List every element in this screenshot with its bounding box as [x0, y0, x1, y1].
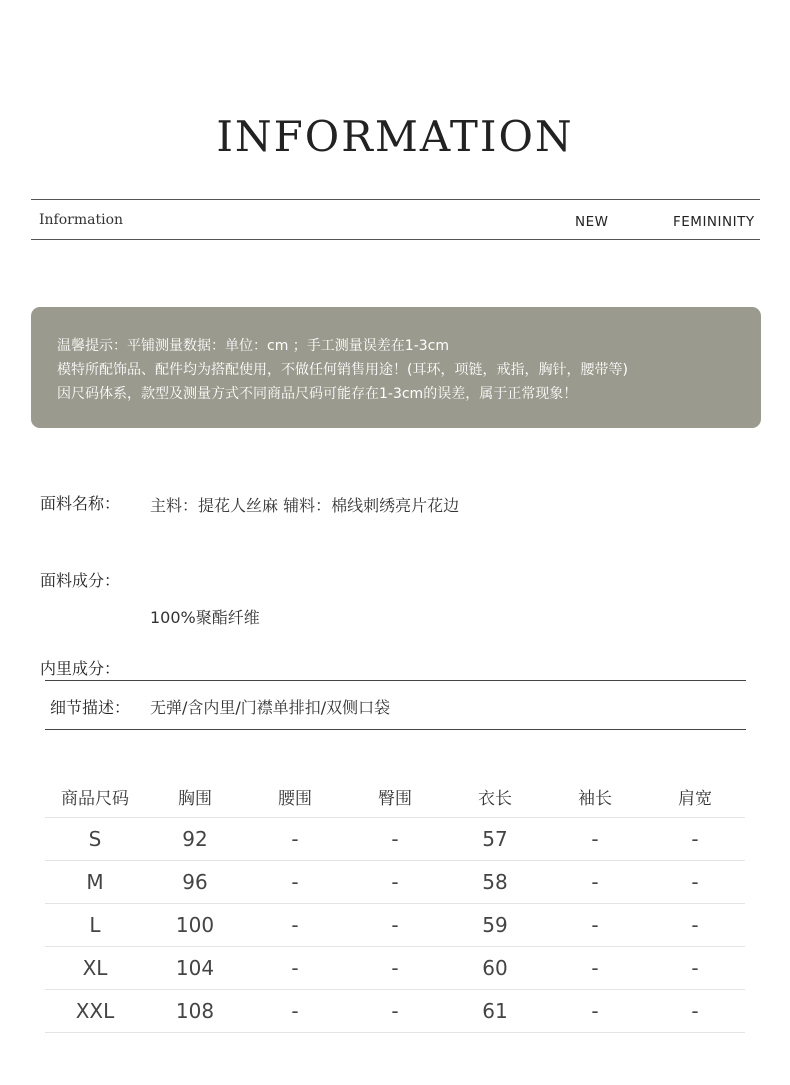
- table-cell: -: [645, 861, 745, 904]
- table-cell: -: [545, 818, 645, 861]
- table-cell: XL: [45, 947, 145, 990]
- table-row: [45, 947, 745, 990]
- detail-label: 细节描述：: [50, 698, 131, 717]
- detail-top-rule: [45, 680, 746, 681]
- table-cell: L: [45, 904, 145, 947]
- notice-line-2: 模特所配饰品、配件均为搭配使用，不做任何销售用途！(耳环，项链，戒指，胸针，腰带等): [57, 362, 628, 378]
- table-cell: 59: [445, 904, 545, 947]
- detail-value: 无弹/含内里/门襟单排扣/双侧口袋: [150, 698, 391, 717]
- table-cell: -: [245, 818, 345, 861]
- fabric-name-value: 主料：提花人丝麻 辅料：棉线刺绣亮片花边: [150, 496, 460, 515]
- header-waist: 腰围: [278, 788, 312, 809]
- header-length: 衣长: [478, 788, 512, 809]
- table-row: [45, 904, 745, 947]
- table-cell: -: [345, 861, 445, 904]
- size-table-header-row: [45, 775, 745, 818]
- table-cell: -: [645, 904, 745, 947]
- table-cell: -: [645, 990, 745, 1033]
- subheader-left: Information: [39, 212, 124, 228]
- table-cell: 96: [145, 861, 245, 904]
- fabric-composition-value: 100%聚酯纤维: [150, 608, 260, 627]
- table-cell: -: [245, 990, 345, 1033]
- table-row: [45, 990, 745, 1033]
- bottom-rule: [31, 239, 760, 240]
- table-cell: -: [245, 904, 345, 947]
- fabric-name-label: 面料名称：: [40, 494, 121, 513]
- table-cell: S: [45, 818, 145, 861]
- table-cell: -: [545, 947, 645, 990]
- table-cell: 92: [145, 818, 245, 861]
- table-cell: -: [345, 904, 445, 947]
- table-cell: 104: [145, 947, 245, 990]
- table-cell: 100: [145, 904, 245, 947]
- header-hip: 臀围: [378, 788, 412, 809]
- table-cell: -: [645, 818, 745, 861]
- table-cell: 58: [445, 861, 545, 904]
- table-row: [45, 818, 745, 861]
- notice-box: [31, 307, 761, 428]
- table-cell: -: [245, 861, 345, 904]
- table-cell: -: [345, 990, 445, 1033]
- notice-line-3: 因尺码体系，款型及测量方式不同商品尺码可能存在1-3cm的误差，属于正常现象！: [57, 386, 578, 402]
- table-cell: -: [545, 990, 645, 1033]
- lining-label: 内里成分：: [40, 659, 121, 678]
- table-cell: -: [545, 861, 645, 904]
- table-cell: XXL: [45, 990, 145, 1033]
- notice-line-1: 温馨提示：平铺测量数据：单位：cm ；手工测量误差在1-3cm: [57, 338, 449, 354]
- header-size: 商品尺码: [61, 788, 129, 809]
- size-table: [45, 775, 745, 1033]
- table-cell: 61: [445, 990, 545, 1033]
- table-cell: -: [545, 904, 645, 947]
- top-rule: [31, 199, 760, 200]
- table-cell: -: [345, 818, 445, 861]
- table-cell: -: [645, 947, 745, 990]
- table-cell: M: [45, 861, 145, 904]
- fabric-composition-label: 面料成分：: [40, 571, 121, 590]
- table-cell: 60: [445, 947, 545, 990]
- header-shoulder: 肩宽: [678, 788, 712, 809]
- subheader-new: NEW: [575, 214, 609, 230]
- table-cell: -: [345, 947, 445, 990]
- table-cell: -: [245, 947, 345, 990]
- subheader-femininity: FEMININITY: [673, 214, 755, 230]
- table-row: [45, 861, 745, 904]
- table-cell: 108: [145, 990, 245, 1033]
- header-bust: 胸围: [178, 788, 212, 809]
- page-title: INFORMATION: [216, 112, 574, 161]
- table-cell: 57: [445, 818, 545, 861]
- header-sleeve: 袖长: [578, 788, 612, 809]
- detail-bottom-rule: [45, 729, 746, 730]
